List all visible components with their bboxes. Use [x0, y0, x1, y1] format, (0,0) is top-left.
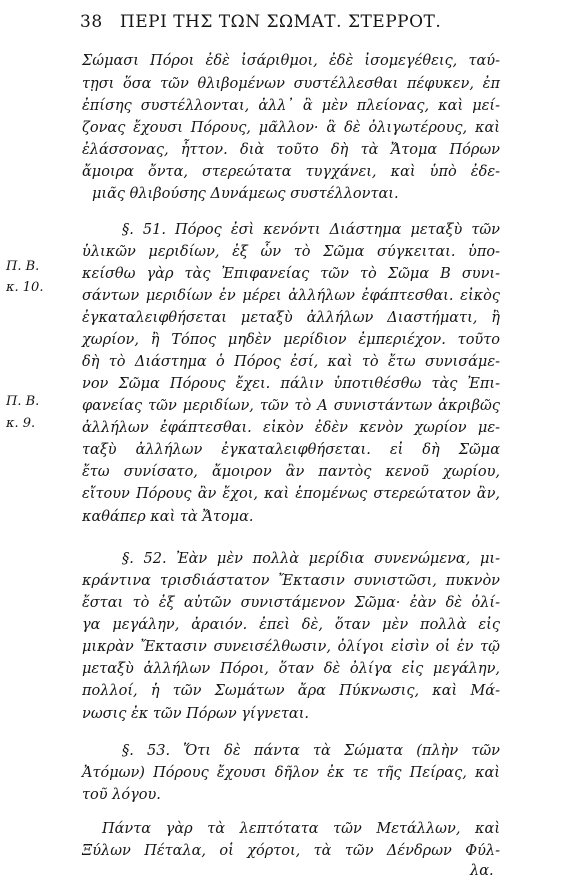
text-line: πολλοί, ἡ τῶν Σωμάτων ἄρα Πύκνωσις, καὶ Μά-: [82, 683, 500, 699]
text-line: σάντων μεριδίων ἐν μέρει ἀλλήλων ἐφάπτεσθαι. εἰκὸς: [82, 288, 500, 304]
running-header: [80, 12, 520, 32]
text-line: καθάπερ καὶ τὰ Ἄτομα.: [82, 509, 254, 525]
text-line: ζονας ἔχουσι Πόρους, μᾶλλον· ἃ δὲ ὀλιγωτέρους, καὶ: [82, 120, 500, 136]
text-line: ἐλάσσονας, ἧττον. διὰ τοῦτο δὴ τὰ Ἄτομα Πόρων: [82, 142, 500, 158]
text-line: λα.: [470, 863, 494, 879]
text-line: χωρίον, ἢ Τόπος μηδὲν μερίδιον ἐμπεριέχον. τοῦτο: [82, 332, 500, 348]
text-line: ἐπίσης συστέλλονται, ἀλλ᾽ ἃ μὲν πλείονας, καὶ μεί-: [82, 98, 500, 114]
text-line: μεταξὺ ἀλλήλων Πόροι, ὅταν δὲ ὀλίγα εἰς μεγάλην,: [82, 661, 500, 677]
text-line: γα μεγάλην, ἀραιόν. ἐπεὶ δὲ, ὅταν μὲν πολλὰ εἰς: [82, 617, 500, 633]
text-line: νωσις ἐκ τῶν Πόρων γίγνεται.: [82, 706, 309, 722]
text-line: Σώμασι Πόροι ἐδὲ ἰσάριθμοι, ἐδὲ ἰσομεγέθεις, ταύ-: [82, 53, 500, 69]
text-line: Ξύλων Πέταλα, οἱ χόρτοι, τὰ τῶν Δένδρων Φύλ-: [82, 843, 500, 859]
text-line: ὑλικῶν μεριδίων, ἐξ ὧν τὸ Σῶμα σύγκειται. ὑπο-: [82, 244, 500, 260]
text-line: μιᾶς θλιβούσης Δυνάμεως συστέλλονται.: [92, 186, 399, 202]
text-line: τοῦ λόγου.: [82, 787, 161, 803]
section-53-first-line: §. 53. Ὅτι δὲ πάντα τὰ Σώματα (πλὴν τῶν: [122, 743, 500, 759]
text-line: ἀλλήλων ἐφάπτεσθαι. εἰκὸν ἐδὲν κενὸν χωρίον με-: [82, 420, 500, 436]
running-title: ΠΕΡΙ ΤΗΣ ΤΩΝ ΣΩΜΑΤ. ΣΤΕΡΡΟΤ.: [119, 12, 442, 32]
text-line: ἔτω συνίσατο, ἄμοιρον ἂν παντὸς κενοῦ χωρίου,: [82, 464, 500, 480]
text-line: ἐγκαταλειφθήσεται μεταξὺ ἀλλήλων Διαστήματι, ἢ: [82, 310, 500, 326]
text-line: Ἀτόμων) Πόρους ἔχουσι δῆλον ἐκ τε τῆς Πείρας, καὶ: [82, 765, 500, 781]
margin-note: Π. Β.: [6, 259, 40, 274]
margin-note: κ. 10.: [6, 280, 44, 295]
text-line: ταξὺ ἀλλήλων ἐγκαταλειφθήσεται. εἰ δὴ Σῶμα: [82, 442, 500, 458]
margin-note: Π. Β.: [6, 394, 40, 409]
text-line: τῃσι ὅσα τῶν θλιβομένων συστέλλεσθαι πέφυκεν, ἐπ: [82, 76, 500, 92]
text-line: δὴ τὸ Διάστημα ὁ Πόρος ἐσί, καὶ τὸ ἔτω συνισάμε-: [82, 354, 500, 370]
margin-note: κ. 9.: [6, 416, 36, 431]
text-line: κράντινα τρισδιάστατον Ἔκτασιν συνιστῶσι, πυκνὸν: [82, 573, 500, 589]
text-line: μικρὰν Ἔκτασιν συνεισέλθωσιν, ὀλίγοι εἰσὶν οἱ ἐν τῷ: [82, 639, 500, 655]
text-line: νον Σῶμα Πόρους ἔχει. πάλιν ὑποτιθέσθω τὰς Ἐπι-: [82, 376, 500, 392]
text-line: κείσθω γὰρ τὰς Ἐπιφανείας τῶν τὸ Σῶμα Β συνι-: [82, 266, 500, 282]
text-line: Πάντα γὰρ τὰ λεπτότατα τῶν Μετάλλων, καὶ: [102, 821, 500, 837]
section-52-first-line: §. 52. Ἐὰν μὲν πολλὰ μερίδια συνενώμενα, μι-: [122, 551, 500, 567]
text-line: εἴτουν Πόρους ἂν ἔχοι, καὶ ἑπομένως στερεώτατον ἂν,: [82, 486, 500, 502]
section-51-first-line: §. 51. Πόρος ἐσὶ κενόντι Διάστημα μεταξὺ τῶν: [122, 222, 500, 238]
text-line: φανείας τῶν μεριδίων, τῶν τὸ Α συνιστάντων ἀκριβῶς: [82, 398, 500, 414]
page-number: 38: [80, 12, 103, 32]
text-line: ἔσται τὸ ἐξ αὐτῶν συνιστάμενον Σῶμα· ἐὰν δὲ ὀλί-: [82, 595, 500, 611]
text-line: ἄμοιρα ὄντα, στερεώτατα τυγχάνει, καὶ ὑπὸ ἐδε-: [82, 164, 500, 180]
